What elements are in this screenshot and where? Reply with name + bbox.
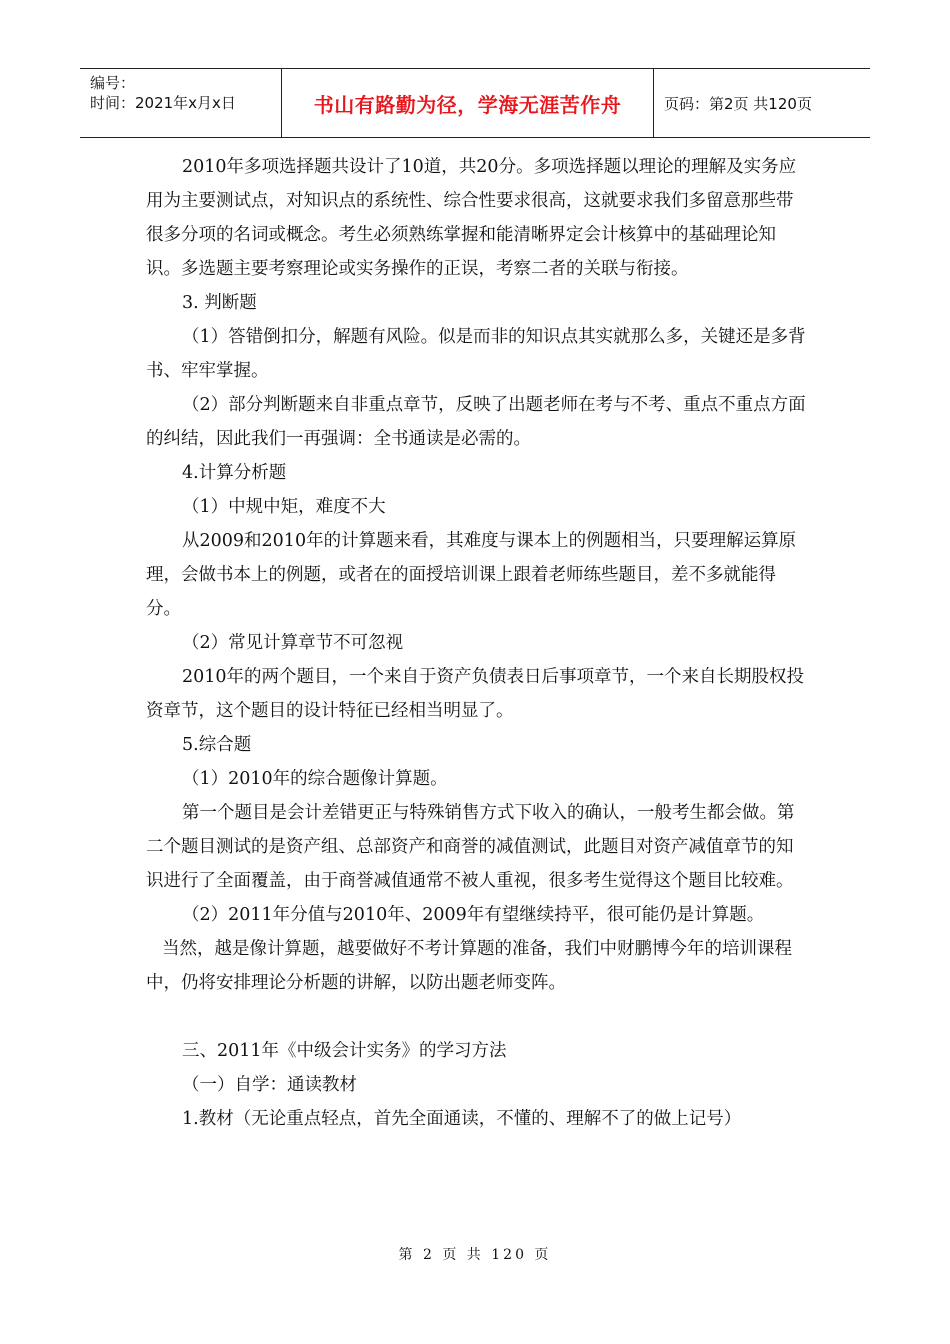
paragraph: 从2009和2010年的计算题来看，其难度与课本上的例题相当，只要理解运算原理，会做书本上的例题，或者在的面授培训课上跟着老师练些题目，差不多就能得分。 xyxy=(146,531,797,619)
paragraph: 2010年多项选择题共设计了10道，共20分。多项选择题以理论的理解及实务应用为主要测试点，对知识点的系统性、综合性要求很高，这就要求我们多留意那些带很多分项的名词或概念。考生必须熟练掌握和能清晰界定会计核算中的基础理论知识。多选题主要考察理论或实务操作的正误，考察二者的关联与衔接。 xyxy=(146,157,797,279)
header-page-info: 页码：第2页 共120页 xyxy=(664,94,812,113)
footer-page-number: 第 2 页 共 120 页 xyxy=(398,1247,552,1263)
paragraph: （1）答错倒扣分，解题有风险。似是而非的知识点其实就那么多，关键还是多背书、牢牢掌握。 xyxy=(146,327,806,381)
paragraph: （2）部分判断题来自非重点章节，反映了出题老师在考与不考、重点不重点方面的纠结，因此我们一再强调：全书通读是必需的。 xyxy=(146,395,806,449)
header-page-cell xyxy=(654,69,870,137)
paragraph: 第一个题目是会计差错更正与特殊销售方式下收入的确认，一般考生都会做。第二个题目测试的是资产组、总部资产和商誉的减值测试，此题目对资产减值章节的知识进行了全面覆盖，由于商誉减值通常不被人重视，很多考生觉得这个题目比较难。 xyxy=(146,803,795,891)
document-body xyxy=(146,150,810,1136)
chapter-heading: 三、2011年《中级会计实务》的学习方法 xyxy=(182,1041,507,1061)
document-date-label: 时间：2021年x月x日 xyxy=(90,94,236,112)
paragraph: 当然，越是像计算题，越要做好不考计算题的准备，我们中财鹏博今年的培训课程中，仍将安排理论分析题的讲解，以防出题老师变阵。 xyxy=(146,939,792,993)
paragraph: （1）2010年的综合题像计算题。 xyxy=(182,769,448,789)
paragraph: （2）2011年分值与2010年、2009年有望继续持平，很可能仍是计算题。 xyxy=(182,905,765,925)
section-heading: 3. 判断题 xyxy=(182,293,257,313)
paragraph: 2010年的两个题目，一个来自于资产负债表日后事项章节，一个来自长期股权投资章节，这个题目的设计特征已经相当明显了。 xyxy=(146,667,805,721)
page-header xyxy=(80,68,870,138)
paragraph: （1）中规中矩，难度不大 xyxy=(182,497,386,517)
subsection-heading: （一）自学：通读教材 xyxy=(182,1075,357,1095)
section-heading: 4.计算分析题 xyxy=(182,463,287,483)
page-footer xyxy=(0,1244,950,1264)
header-info-cell xyxy=(80,69,282,137)
document-number-label: 编号： xyxy=(90,74,136,92)
paragraph: 1.教材（无论重点轻点，首先全面通读，不懂的、理解不了的做上记号） xyxy=(182,1109,742,1129)
header-motto: 书山有路勤为径，学海无涯苦作舟 xyxy=(313,92,622,117)
section-heading: 5.综合题 xyxy=(182,735,252,755)
blank-line xyxy=(146,1000,810,1034)
paragraph: （2）常见计算章节不可忽视 xyxy=(182,633,404,653)
header-motto-cell xyxy=(282,69,654,137)
